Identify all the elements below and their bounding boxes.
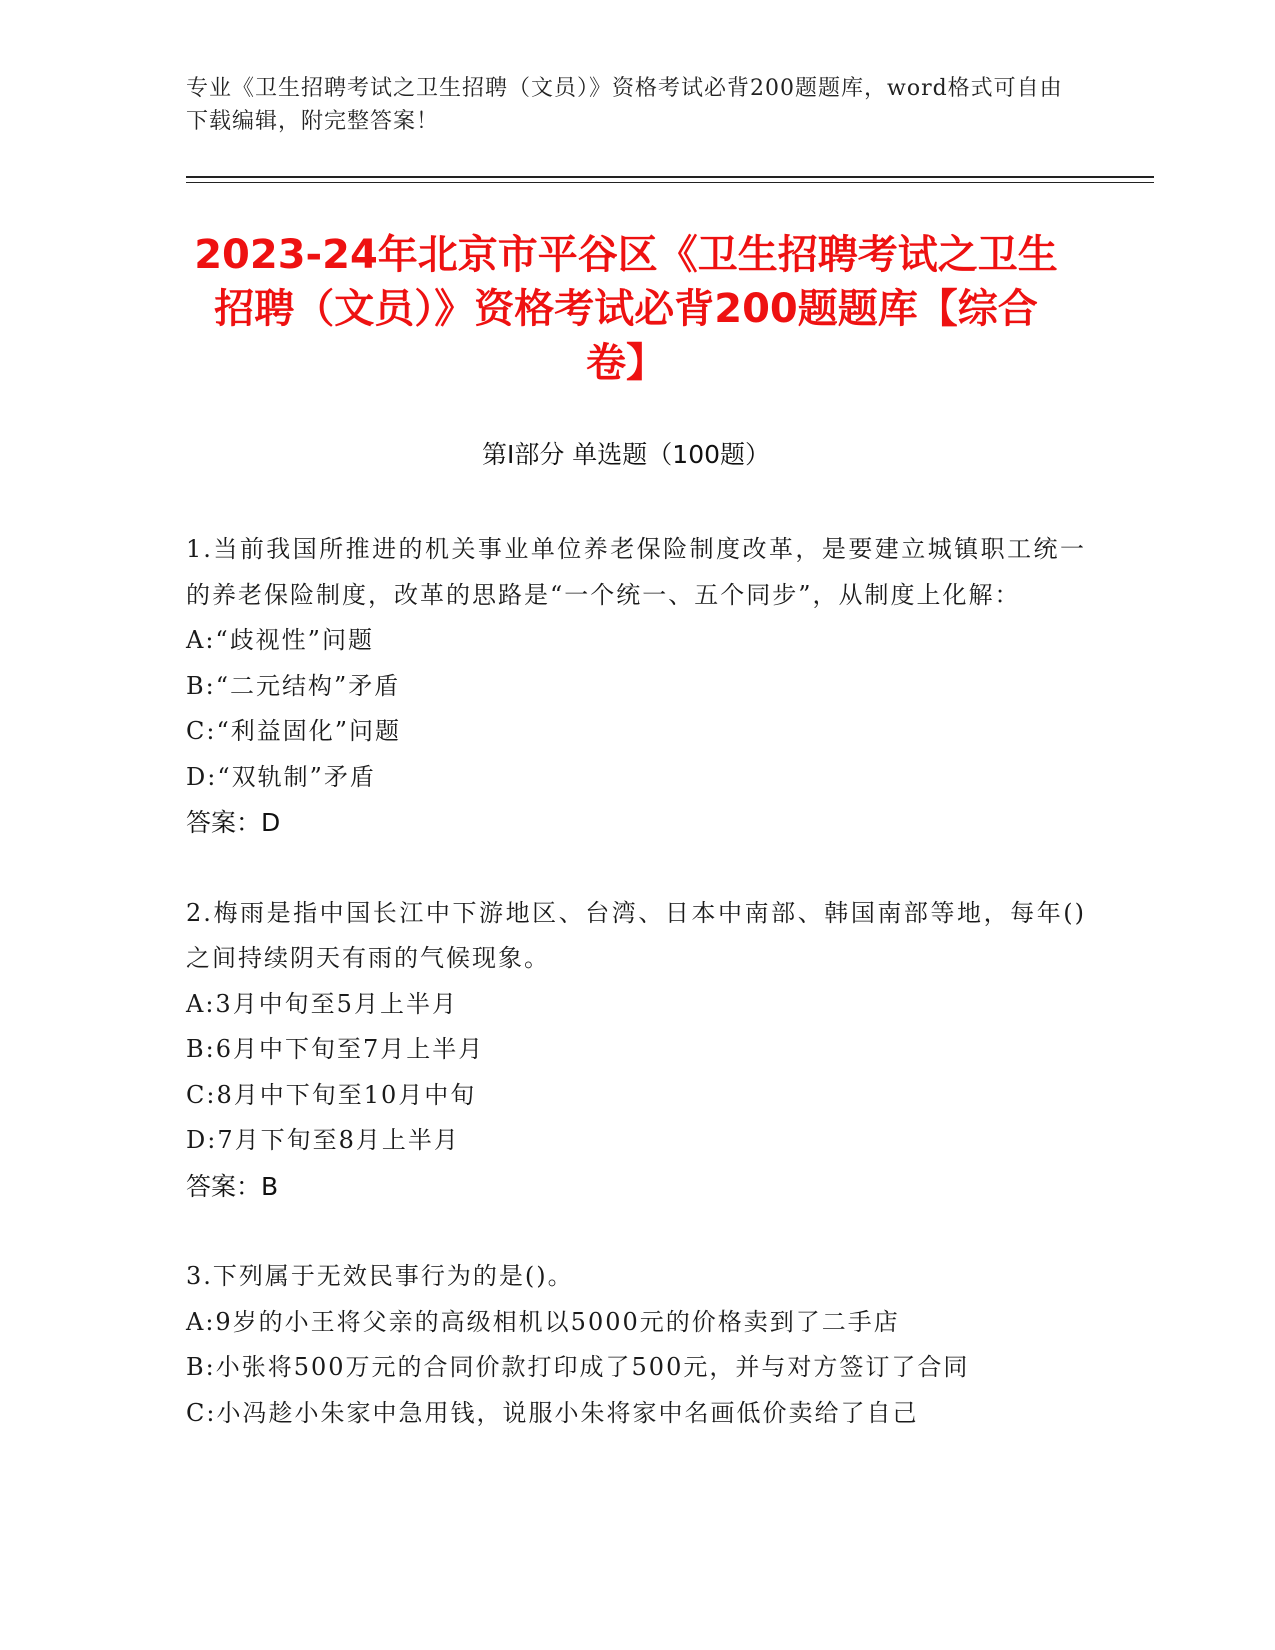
- question-list: [186, 527, 1086, 1481]
- option-b: B:小张将500万元的合同价款打印成了500元，并与对方签订了合同: [186, 1353, 970, 1381]
- option-a: A:9岁的小王将父亲的高级相机以5000元的价格卖到了二手店: [186, 1307, 900, 1336]
- question-text: 2.梅雨是指中国长江中下游地区、台湾、日本中南部、韩国南部等地，每年()之间持续阴天有雨的气候现象。: [186, 898, 1086, 972]
- option-d: D:7月下旬至8月上半月: [186, 1126, 460, 1154]
- option-c: C:小冯趁小朱家中急用钱，说服小朱将家中名画低价卖给了自己: [186, 1398, 919, 1427]
- section-title: 第I部分 单选题（100题）: [481, 440, 771, 469]
- header-rule-thin: [186, 182, 1154, 183]
- question-2: [186, 891, 1086, 1210]
- answer: 答案：D: [186, 808, 281, 837]
- option-c: C:8月中下旬至10月中旬: [186, 1080, 477, 1109]
- question-text: 1.当前我国所推进的机关事业单位养老保险制度改革，是要建立城镇职工统一的养老保险制度，改革的思路是“一个统一、五个同步”，从制度上化解：: [186, 535, 1086, 609]
- question-3: [186, 1254, 1086, 1436]
- option-d: D:“双轨制”矛盾: [186, 762, 376, 791]
- option-b: B:6月中下旬至7月上半月: [186, 1035, 485, 1063]
- option-b: B:“二元结构”矛盾: [186, 671, 401, 700]
- option-a: A:“歧视性”问题: [186, 626, 374, 654]
- header-rule-thick: [186, 176, 1154, 178]
- question-1: [186, 527, 1086, 846]
- option-c: C:“利益固化”问题: [186, 717, 401, 745]
- header-note: 专业《卫生招聘考试之卫生招聘（文员）》资格考试必背200题题库，word格式可自由下载编辑，附完整答案！: [186, 76, 1063, 134]
- question-text: 3.下列属于无效民事行为的是()。: [186, 1262, 574, 1290]
- answer: 答案：B: [186, 1171, 279, 1201]
- option-a: A:3月中旬至5月上半月: [186, 989, 458, 1018]
- document-title: 2023-24年北京市平谷区《卫生招聘考试之卫生招聘（文员）》资格考试必背200题题库【综合卷】: [194, 232, 1058, 386]
